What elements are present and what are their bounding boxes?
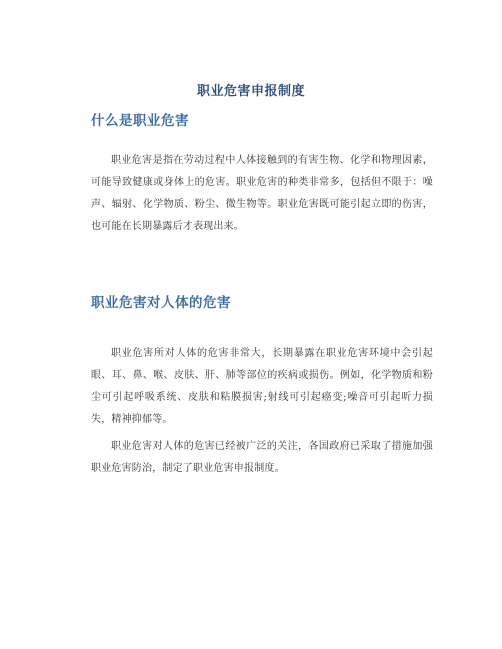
section-paragraph: 职业危害所对人体的危害非常大，长期暴露在职业危害环境中会引起眼、耳、鼻、喉、皮肤、肝、肺等部位的疾病或损伤。例如，化学物质和粉尘可引起呼吸系统、皮肤和粘膜损害;射线可引起癌变;噪音可引起听力损失，精神抑郁等。 xyxy=(91,348,433,425)
document-title: 职业危害申报制度 xyxy=(196,84,305,99)
section-paragraph: 职业危害是指在劳动过程中人体接触到的有害生物、化学和物理因素，可能导致健康或身体上的危害。职业危害的种类非常多，包括但不限于：噪声、辐射、化学物质、粉尘、微生物等。职业危害既可能引起立即的伤害，也可能在长期暴露后才表现出来。 xyxy=(91,155,433,232)
section-paragraph: 职业危害对人体的危害已经被广泛的关注，各国政府已采取了措施加强职业危害防治，制定了职业危害申报制度。 xyxy=(91,441,433,474)
section-heading-what-is-hazard: 什么是职业危害 xyxy=(91,113,189,129)
section-heading-health-effects: 职业危害对人体的危害 xyxy=(91,295,231,311)
